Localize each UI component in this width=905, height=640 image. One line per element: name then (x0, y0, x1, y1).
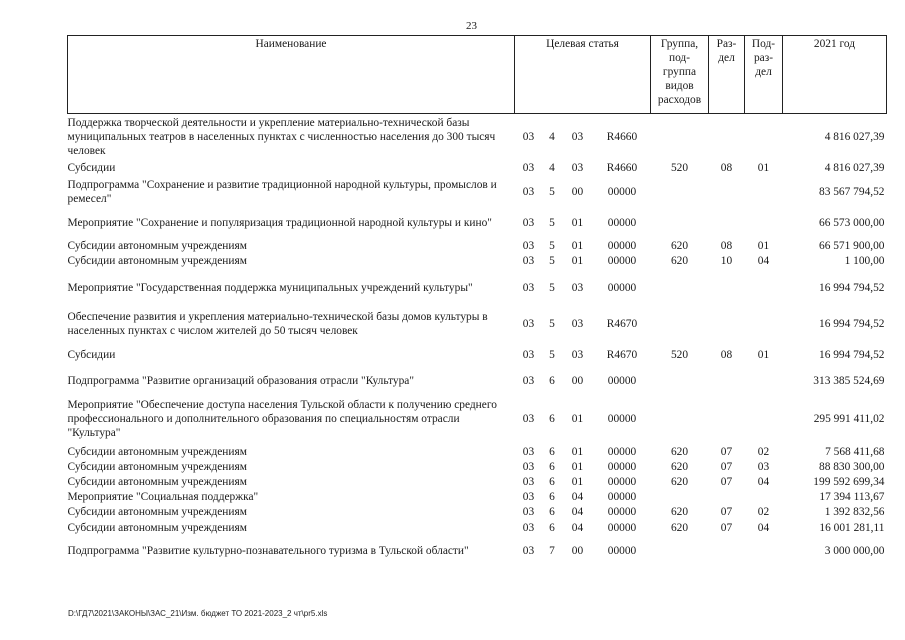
row-expense-group: 620 (670, 476, 689, 488)
row-section (709, 490, 745, 505)
row-event-code: 01 (571, 461, 584, 473)
row-section: 10 (720, 255, 733, 267)
table-row (68, 520, 887, 536)
row-subprogram-code: 6 (549, 506, 555, 518)
row-subprogram-code: 5 (549, 281, 555, 294)
header-year: 2021 год (783, 36, 887, 114)
row-program-code: 03 (522, 461, 535, 473)
row-subsection (745, 208, 783, 239)
table-row (68, 445, 887, 460)
row-subprogram-code: 6 (549, 446, 555, 458)
row-program-code: 03 (522, 491, 535, 503)
row-event-code: 03 (571, 162, 584, 174)
row-section: 08 (720, 162, 733, 174)
table-row (68, 269, 887, 307)
row-subprogram-code: 7 (549, 545, 555, 557)
row-amount: 16 001 281,11 (819, 521, 885, 534)
row-event-code: 03 (571, 130, 584, 143)
row-section: 07 (720, 476, 733, 488)
row-direction-code: 00000 (607, 446, 637, 458)
row-subprogram-code: 5 (549, 186, 555, 198)
row-subprogram-code: 6 (549, 461, 555, 473)
row-subsection (745, 368, 783, 394)
row-subprogram-code: 5 (549, 217, 555, 229)
table-row (68, 307, 887, 342)
row-program-code: 03 (522, 255, 535, 267)
row-event-code: 01 (571, 446, 584, 458)
row-name: Субсидии автономным учреждениям (67, 255, 247, 267)
row-direction-code: 00000 (607, 476, 637, 488)
row-amount: 16 994 794,52 (819, 281, 885, 294)
row-subsection (745, 269, 783, 307)
row-program-code: 03 (522, 130, 535, 143)
row-subprogram-code: 6 (549, 413, 555, 425)
row-direction-code: 00000 (607, 521, 637, 534)
row-subsection (745, 490, 783, 505)
table-row (68, 368, 887, 394)
row-subsection (745, 394, 783, 445)
row-event-code: 04 (571, 506, 584, 518)
row-direction-code: 00000 (607, 374, 637, 387)
row-section: 07 (720, 461, 733, 473)
row-event-code: 04 (571, 521, 584, 534)
row-amount: 4 816 027,39 (824, 130, 885, 143)
row-event-code: 03 (571, 281, 584, 294)
table-row (68, 254, 887, 269)
row-amount: 16 994 794,52 (819, 348, 885, 361)
row-program-code: 03 (522, 521, 535, 534)
row-direction-code: 00000 (607, 491, 637, 503)
row-amount: 3 000 000,00 (824, 545, 885, 557)
row-section (709, 394, 745, 445)
row-name: Субсидии автономным учреждениям (67, 461, 247, 473)
row-event-code: 00 (571, 545, 584, 557)
header-name: Наименование (68, 36, 515, 114)
row-name: Субсидии автономным учреждениям (67, 240, 247, 252)
row-program-code: 03 (522, 545, 535, 557)
row-direction-code: 00000 (607, 506, 637, 518)
row-expense-group (651, 490, 709, 505)
row-program-code: 03 (522, 162, 535, 174)
header-group: Группа, под- группа видов расходов (651, 36, 709, 114)
row-program-code: 03 (522, 217, 535, 229)
row-name: Мероприятие "Сохранение и популяризация традиционной народной культуры и кино" (67, 217, 492, 229)
row-direction-code: R4670 (606, 318, 638, 330)
row-amount: 1 392 832,56 (824, 506, 885, 518)
row-name: Субсидии (67, 348, 116, 361)
row-subprogram-code: 5 (549, 318, 555, 330)
row-direction-code: 00000 (607, 461, 637, 473)
row-subsection: 01 (757, 348, 770, 361)
row-name: Мероприятие "Обеспечение доступа населения Тульской области к получению среднего профессионального и дополнительного образования по специальностям отрасли "Культура" (67, 399, 497, 439)
row-section (709, 269, 745, 307)
row-expense-group: 620 (670, 521, 689, 534)
header-section: Раз- дел (709, 36, 745, 114)
row-event-code: 04 (571, 491, 584, 503)
row-subsection: 01 (757, 162, 770, 174)
row-amount: 7 568 411,68 (825, 446, 885, 458)
row-program-code: 03 (522, 413, 535, 425)
header-subsection: Под- раз- дел (745, 36, 783, 114)
row-section: 07 (720, 506, 733, 518)
row-name: Обеспечение развития и укрепления материально-технической базы домов культуры в населенных пунктах с числом жителей до 50 тысяч человек (67, 311, 488, 337)
header-target-article: Целевая статья (515, 36, 651, 114)
table-row (68, 475, 887, 490)
row-direction-code: R4660 (606, 130, 638, 143)
row-event-code: 01 (571, 255, 584, 267)
table-row (68, 177, 887, 208)
row-expense-group: 620 (670, 461, 689, 473)
row-subsection: 04 (757, 255, 770, 267)
row-direction-code: 00000 (607, 240, 637, 252)
table-row (68, 536, 887, 567)
row-expense-group: 520 (670, 162, 689, 174)
row-direction-code: 00000 (607, 255, 637, 267)
row-expense-group (651, 269, 709, 307)
row-program-code: 03 (522, 506, 535, 518)
row-subprogram-code: 4 (549, 130, 555, 143)
row-expense-group: 620 (670, 506, 689, 518)
row-subsection (745, 177, 783, 208)
row-section (709, 307, 745, 342)
row-event-code: 01 (571, 413, 584, 425)
row-amount: 295 991 411,02 (813, 413, 885, 425)
row-direction-code: 00000 (607, 186, 637, 198)
row-amount: 66 571 900,00 (819, 240, 885, 252)
row-subsection: 04 (757, 521, 770, 534)
row-name: Подпрограмма "Сохранение и развитие традиционной народной культуры, промыслов и ремесел" (67, 179, 497, 205)
row-name: Субсидии автономным учреждениям (67, 476, 247, 488)
row-direction-code: 00000 (607, 545, 637, 557)
row-section (709, 536, 745, 567)
row-expense-group (651, 368, 709, 394)
row-program-code: 03 (522, 348, 535, 361)
row-section: 08 (720, 240, 733, 252)
table-row (68, 505, 887, 520)
row-program-code: 03 (522, 476, 535, 488)
row-subsection: 04 (757, 476, 770, 488)
row-section: 07 (720, 521, 733, 534)
row-expense-group (651, 177, 709, 208)
row-subprogram-code: 6 (549, 374, 555, 387)
row-expense-group (651, 394, 709, 445)
row-expense-group (651, 307, 709, 342)
row-section (709, 208, 745, 239)
row-amount: 199 592 699,34 (813, 476, 885, 488)
row-amount: 66 573 000,00 (819, 217, 885, 229)
table-row (68, 394, 887, 445)
row-expense-group (651, 208, 709, 239)
table-body (68, 114, 887, 567)
row-event-code: 00 (571, 374, 584, 387)
table-row (68, 208, 887, 239)
row-subprogram-code: 6 (549, 521, 555, 534)
row-subprogram-code: 6 (549, 476, 555, 488)
row-program-code: 03 (522, 374, 535, 387)
page-number: 23 (466, 20, 477, 32)
row-subprogram-code: 5 (549, 255, 555, 267)
row-expense-group: 520 (670, 348, 689, 361)
row-section (709, 177, 745, 208)
row-name: Субсидии (67, 162, 116, 174)
row-program-code: 03 (522, 281, 535, 294)
row-name: Мероприятие "Социальная поддержка" (67, 491, 259, 503)
row-direction-code: 00000 (607, 281, 637, 294)
table-row (68, 160, 887, 177)
row-event-code: 01 (571, 217, 584, 229)
row-expense-group (651, 114, 709, 160)
row-name: Подпрограмма "Развитие культурно-познавательного туризма в Тульской области" (67, 545, 469, 557)
row-direction-code: 00000 (607, 413, 637, 425)
row-subprogram-code: 4 (549, 162, 555, 174)
row-subprogram-code: 5 (549, 240, 555, 252)
row-event-code: 01 (571, 240, 584, 252)
row-subprogram-code: 5 (549, 348, 555, 361)
row-name: Субсидии автономным учреждениям (67, 446, 247, 458)
row-subsection: 01 (757, 240, 770, 252)
row-program-code: 03 (522, 240, 535, 252)
row-expense-group (651, 536, 709, 567)
row-event-code: 03 (571, 348, 584, 361)
row-section: 08 (720, 348, 733, 361)
budget-table (67, 35, 887, 567)
row-direction-code: 00000 (607, 217, 637, 229)
row-section (709, 368, 745, 394)
row-name: Субсидии автономным учреждениям (67, 521, 247, 534)
row-amount: 88 830 300,00 (819, 461, 885, 473)
row-expense-group: 620 (670, 446, 689, 458)
row-section: 07 (720, 446, 733, 458)
row-subsection (745, 536, 783, 567)
row-amount: 83 567 794,52 (819, 186, 885, 198)
table-row (68, 460, 887, 475)
row-expense-group: 620 (670, 240, 689, 252)
row-subsection: 02 (757, 446, 770, 458)
file-path-footer: D:\ГД7\2021\ЗАКОНЫ\ЗАС_21\Изм. бюджет ТО 2021-2023_2 чт\pr5.xls (68, 609, 328, 618)
row-subsection (745, 114, 783, 160)
row-subsection: 02 (757, 506, 770, 518)
table-row (68, 239, 887, 254)
row-name: Мероприятие "Государственная поддержка муниципальных учреждений культуры" (67, 281, 473, 294)
table-row (68, 490, 887, 505)
row-program-code: 03 (522, 318, 535, 330)
row-section (709, 114, 745, 160)
row-subprogram-code: 6 (549, 491, 555, 503)
row-amount: 4 816 027,39 (824, 162, 885, 174)
row-amount: 313 385 524,69 (813, 374, 885, 387)
table-row (68, 342, 887, 368)
row-event-code: 00 (571, 186, 584, 198)
row-amount: 16 994 794,52 (819, 318, 885, 330)
row-direction-code: R4660 (606, 162, 638, 174)
row-name: Поддержка творческой деятельности и укрепление материально-технической базы муниципальных театров в населенных пунктах с численностью населения до 300 тысяч человек (67, 116, 496, 157)
row-direction-code: R4670 (606, 348, 638, 361)
row-name: Подпрограмма "Развитие организаций образования отрасли "Культура" (67, 374, 415, 387)
row-event-code: 01 (571, 476, 584, 488)
row-subsection (745, 307, 783, 342)
row-program-code: 03 (522, 186, 535, 198)
row-name: Субсидии автономным учреждениям (67, 506, 247, 518)
row-amount: 17 394 113,67 (819, 491, 885, 503)
row-amount: 1 100,00 (844, 255, 885, 267)
row-program-code: 03 (522, 446, 535, 458)
table-row (68, 114, 887, 160)
row-expense-group: 620 (670, 255, 689, 267)
row-subsection: 03 (757, 461, 770, 473)
row-event-code: 03 (571, 318, 584, 330)
